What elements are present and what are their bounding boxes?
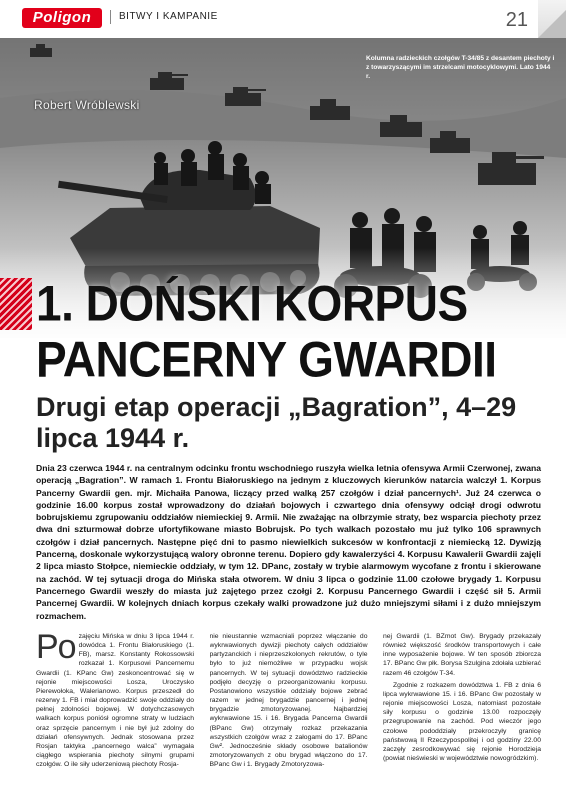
title-line-1: 1. DOŃSKI KORPUS — [36, 275, 468, 332]
article-column-3 — [383, 632, 541, 792]
logo-text: Poligon — [32, 9, 92, 26]
subtitle: Drugi etap operacji „Bagration”, 4–29 lipca 1944 r. — [36, 392, 517, 453]
article-column-2 — [210, 632, 368, 792]
column-3-paragraph-1: nej Gwardii (1. BZmot Gw). Brygady przekazały również większość środków transportowych i całe inne wyposażenie bojowe. W ten sposób zbiorcza 17. BPanc Gw płk. Borysa Szulgina zdołała uzbierać razem 46 czołgów T-34. — [383, 633, 541, 677]
article-columns — [36, 632, 541, 792]
page-number: 21 — [505, 9, 528, 31]
photo-caption: Kolumna radzieckich czołgów T-34/85 z desantem piechoty i z towarzyszącymi im strzelcami motocyklowymi. Lato 1944 r. — [366, 55, 555, 80]
column-1-text: zajęciu Mińska w dniu 3 lipca 1944 r. dowódca 1. Frontu Białoruskiego (1. FB), marsz. Konstanty Rokossowski rozkazał 1. Korpusowi Pancernemu Gwardii (1. KPanc Gw) zeskoncentrować się w rejonie miejscowości Losza, Uroczysko Pierewołoka, Walerianowo. Korpus przeszedł do rezerwy 1. FB i miał doprowadzić swoje oddziały do pełnej zdolności bojowej. W dotychczasowych walkach korpus poniósł ogromne straty w ludziach oraz sprzęcie pancernym i nie był już zdolny do działań ofensywnych. Jednak stosowana przez Rosjan taktyka „pancernego walca” wymagała ciągłego wspierania piechoty silnymi grupami czołgów. O ile siły uderzeniową piechoty Rosja- — [36, 633, 194, 769]
section-name: BITWY I KAMPANIE — [110, 10, 218, 24]
author-name: Robert Wróblewski — [34, 98, 140, 112]
page-corner-decoration — [538, 0, 566, 38]
column-3-paragraph-2: Zgodnie z rozkazem dowództwa 1. FB z dnia 6 lipca wykrwawione 15. i 16. BPanc Gw pozostały w rejonie miejscowości Losza, natomiast pozostałe siły korpusu o godzinie 13.00 rozpoczęły przegrupowanie na zachód. Pod wieczór jego czołowe pododdziały przekroczyły granicę państwową II Rzeczypospolitej i od godziny 22.00 zaczęły zesrodkowywać się rejonie Horodzieja (powiat nieświeski w województwie nowogródzkim). — [383, 681, 541, 763]
article-column-1 — [36, 632, 194, 792]
drop-cap: Po — [36, 632, 76, 666]
magazine-logo — [22, 8, 102, 28]
title-line-2: PANCERNY GWARDII — [36, 331, 497, 388]
lead-paragraph: Dnia 23 czerwca 1944 r. na centralnym odcinku frontu wschodniego ruszyła wielka letnia ofensywa Armii Czerwonej, zwana operacją „Bagration”. W ramach 1. Frontu Białoruskiego na jednym z kluczowych kierunków natarcia walczył 1. Korpus Pancerny Gwardii gen. mjr. Michaiła Panowa, liczący przed walką 257 czołgów i dział pancernych¹. Już 24 czerwca o godzinie 16.00 korpus został wprowadzony do działań bojowych i czwartego dnia ofensywy odciął drogi odwrotu bobrujskiemu zgrupowaniu oddziałów niemieckiej 9. Armii. Nie zważając na olbrzymie straty, bez wsparcia piechoty przez dwa dni szturmował dobrze ufortyfikowane miasto Bobrujsk. Po tych walkach pozostało mu już tylko 106 sprawnych czołgów i dział pancernych. Następne pięć dni to pasmo niewielkich sukcesów w konfrontacji z niemiecką 12. Dywizją Pancerną, doskonale wykorzystującą walory obronne terenu. Dopiero gdy kawalerzyści 4. Korpusu Kawalerii Gwardii zajęli 2 lipca miasto Stołpce, niemieckie oddziały, w tym 12. DPanc, zostały w trybie alarmowym wycofane z frontu i skierowane na zachód. W tej sytuacji droga do Mińska stała otworem. W dniu 3 lipca o godzinie 11.00 czołowe brygady 1. Korpusu Pancernego Gwardii weszły do miasta już zajętego przez czołgi 2. Korpusu Pancernego Gwardii i część sił 5. Armii Pancernej Gwardii. W kolejnych dniach korpus czekały walki prowadzone już dużo mniejszymi siłami i z dużo mniejszym rozmachem. — [36, 463, 541, 621]
column-2-text: nie nieustannie wzmacniali poprzez włączanie do wykrwawionych dywizji piechoty całych oddziałów partyzanckich i nieprzeszkolonych rekrutów, o tyle było to już niemożliwe w przypadku wojsk pancernych. W tej sytuacji dowództwo radzieckie podjęło decyzję o przeorganizowaniu korpusu. Postanowiono wszystkie oddziały bojowe zebrać razem w jednej brygadzie pancernej i jednej brygadzie zmotoryzowanej. Najbardziej wykrwawione 15. i 16. Brygada Pancerna Gwardii (BPanc Gw) otrzymały rozkaz przekazania wszystkich czołgów wraz z załogami do 17. BPanc Gw². Jednocześnie składy osobowe batalionów zmotoryzowanych z obu brygad włączono do 17. BPanc Gw i 1. Brygady Zmotoryzowa- — [209, 633, 368, 769]
page-header — [0, 0, 566, 38]
title-accent-bar — [0, 278, 32, 330]
